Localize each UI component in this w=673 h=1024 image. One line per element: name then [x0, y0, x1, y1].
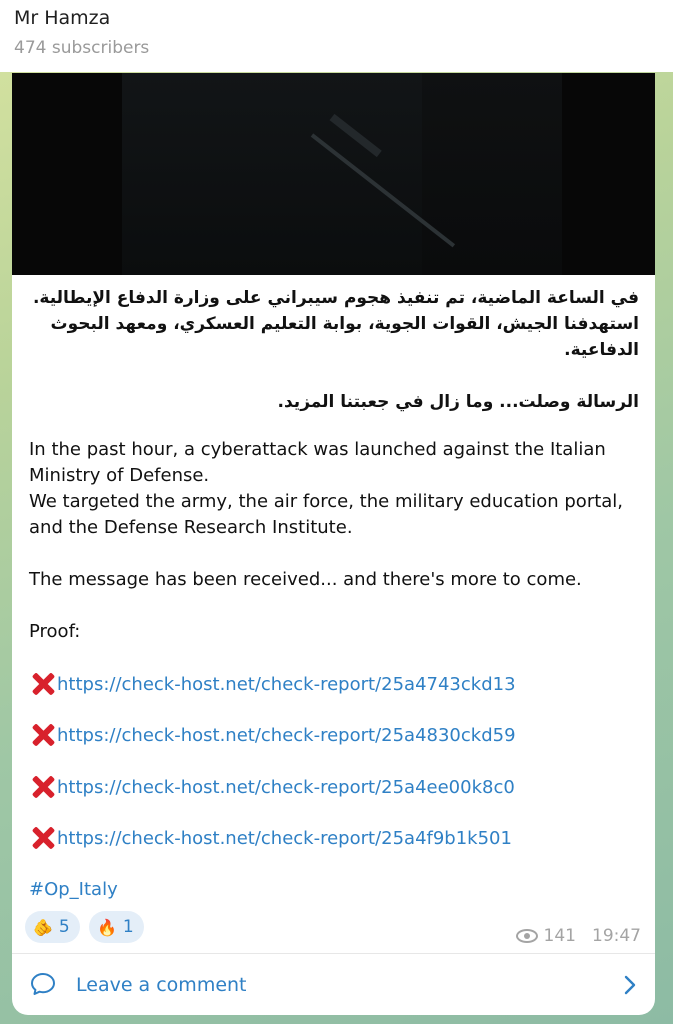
proof-link-row: [29, 671, 516, 697]
red-cross-mark-icon: [29, 825, 57, 851]
reaction-pointing[interactable]: [25, 911, 80, 943]
channel-header[interactable]: [0, 0, 673, 72]
arabic-closing: الرسالة وصلت... وما زال في جعبتنا المزيد.: [277, 392, 639, 412]
channel-name: Mr Hamza: [14, 7, 111, 29]
red-cross-mark-icon: [29, 722, 57, 748]
hashtag-link[interactable]: #Op_Italy: [29, 879, 118, 900]
proof-link[interactable]: https://check-host.net/check-report/25a4ee00k8c0: [57, 776, 515, 798]
english-closing: The message has been received... and there's more to come.: [29, 569, 582, 590]
red-cross-mark-icon: [29, 774, 57, 800]
post-meta: [516, 926, 641, 946]
arabic-line: استهدفنا الجيش، القوات الجوية، بوابة التعليم العسكري، ومعهد البحوث الدفاعية.: [50, 314, 639, 360]
proof-label: Proof:: [29, 621, 81, 642]
post-card: [12, 73, 655, 1015]
post-time: 19:47: [592, 926, 641, 946]
image-figure: [122, 73, 422, 275]
fire-icon: 🔥: [97, 917, 117, 937]
arabic-line: في الساعة الماضية، تم تنفيذ هجوم سيبراني على وزارة الدفاع الإيطالية.: [32, 288, 639, 308]
reaction-fire[interactable]: [89, 911, 144, 943]
chevron-right-icon: [623, 974, 637, 996]
proof-link-row: [29, 825, 512, 851]
leave-comment-button[interactable]: [12, 954, 655, 1015]
english-line: We targeted the army, the air force, the military education portal, and the Defense Research Institute.: [29, 491, 624, 538]
comment-bubble-icon: [30, 972, 56, 996]
reaction-count: 5: [58, 917, 70, 937]
english-line: In the past hour, a cyberattack was launched against the Italian Ministry of Defense.: [29, 439, 606, 486]
leave-comment-label: Leave a comment: [76, 974, 247, 996]
proof-link[interactable]: https://check-host.net/check-report/25a4f9b1k501: [57, 827, 512, 849]
post-image[interactable]: [12, 73, 655, 275]
pointing-hand-icon: 🫵: [33, 917, 53, 937]
red-cross-mark-icon: [29, 671, 57, 697]
view-count: 141: [543, 926, 576, 946]
subscriber-count: 474 subscribers: [14, 38, 150, 58]
proof-link-row: [29, 722, 516, 748]
proof-link-row: [29, 774, 515, 800]
reaction-count: 1: [122, 917, 134, 937]
eye-icon: [516, 929, 538, 943]
proof-link[interactable]: https://check-host.net/check-report/25a4743ckd13: [57, 673, 516, 695]
proof-link[interactable]: https://check-host.net/check-report/25a4830ckd59: [57, 724, 516, 746]
image-figure: [422, 73, 562, 275]
